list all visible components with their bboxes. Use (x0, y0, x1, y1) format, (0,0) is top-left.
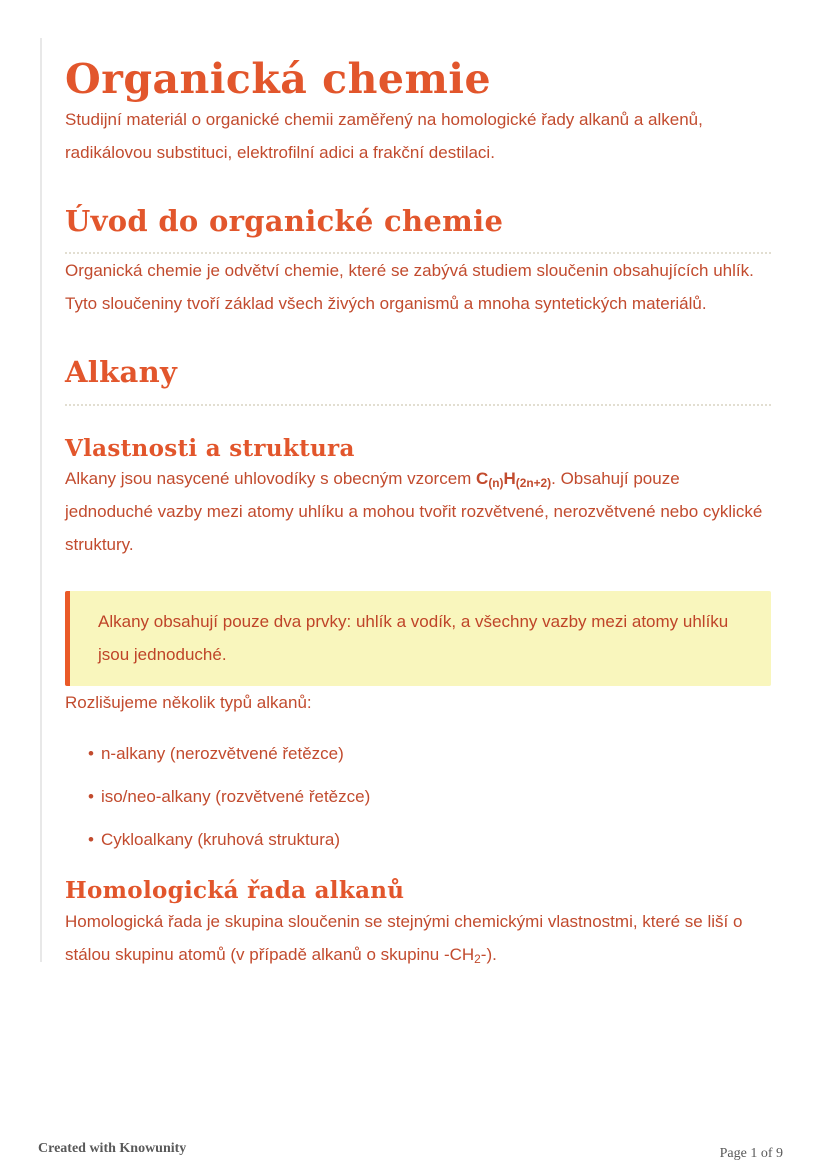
uvod-paragraph: Organická chemie je odvětví chemie, které se zabývá studiem sloučenin obsahujících uhlík. Tyto sloučeniny tvoří základ všech živých organismů a mnoha syntetických materiálů. (65, 261, 754, 314)
list-item-label: iso/neo-alkany (rozvětvené řetězce) (100, 787, 371, 807)
section-heading-alkany: Alkany (65, 356, 771, 405)
bullet-icon: • (88, 744, 94, 764)
homolog-text-before: Homologická řada je skupina sloučenin se stejnými chemickými vlastnostmi, které se liší o stálou skupinu atomů (v případě alkanů o skupinu -CH (65, 911, 743, 964)
subsection-heading-homologicka: Homologická řada alkanů (65, 877, 405, 905)
list-item (88, 788, 771, 805)
homolog-text-after: -). (480, 944, 497, 964)
page-edge-line (40, 38, 42, 962)
formula-text-after: . Obsahují pouze jednoduché vazby mezi atomy uhlíku a mohou tvořit rozvětvené, nerozvětvené nebo cyklické struktury. (65, 469, 763, 555)
callout-text: Alkany obsahují pouze dva prvky: uhlík a vodík, a všechny vazby mezi atomy uhlíku jsou jednoduché. (98, 612, 729, 665)
document-content (65, 0, 771, 971)
formula-hydrogen-subscript: (2n+2) (515, 476, 552, 491)
footer-branding: Created with Knowunity (38, 1141, 187, 1156)
formula-text-before: Alkany jsou nasycené uhlovodíky s obecným vzorcem (65, 469, 477, 489)
list-item (88, 831, 771, 848)
bullet-icon: • (88, 830, 94, 850)
footer-page-number: Page 1 of 9 (719, 1146, 783, 1161)
section-heading-uvod: Úvod do organické chemie (65, 205, 771, 254)
formula-hydrogen: H (503, 469, 516, 489)
formula-carbon-subscript: (n) (488, 476, 504, 491)
formula-carbon: C (476, 469, 489, 489)
highlight-callout (65, 591, 771, 686)
general-formula (476, 469, 552, 491)
alkane-types-list (65, 745, 771, 848)
bullet-icon: • (88, 787, 94, 807)
list-item-label: Cykloalkany (kruhová struktura) (100, 830, 340, 850)
subsection-heading-vlastnosti: Vlastnosti a struktura (65, 434, 355, 462)
list-item (88, 745, 771, 762)
homolog-subscript: 2 (474, 951, 481, 966)
alkane-types-intro: Rozlišujeme několik typů alkanů: (65, 693, 312, 713)
list-item-label: n-alkany (nerozvětvené řetězce) (100, 744, 344, 764)
page-title: Organická chemie (65, 55, 492, 103)
homolog-paragraph (65, 905, 771, 971)
alkany-formula-paragraph (65, 462, 771, 561)
intro-paragraph: Studijní materiál o organické chemii zaměřený na homologické řady alkanů a alkenů, radikálovou substituci, elektrofilní adici a frakční destilaci. (65, 110, 703, 163)
